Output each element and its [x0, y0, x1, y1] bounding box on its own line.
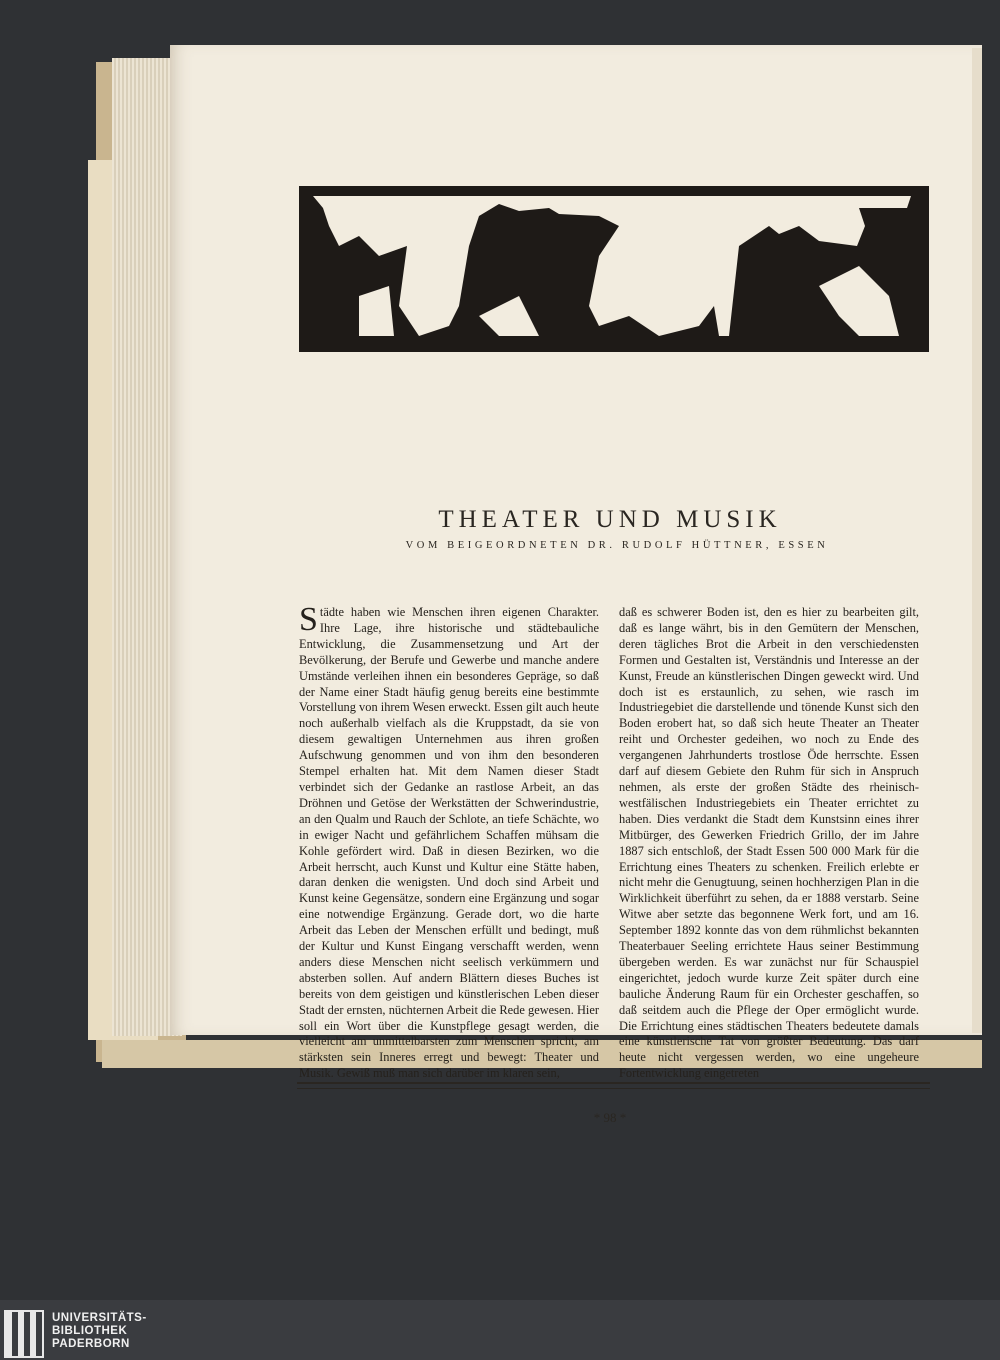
orchestra-silhouette-illustration: [299, 186, 929, 352]
page-edge: [972, 48, 982, 1033]
logo-stripe: [24, 1312, 30, 1356]
page-number: * 98 *: [593, 1110, 627, 1125]
article-byline: VOM BEIGEORDNETEN DR. RUDOLF HÜTTNER, ESSEN: [405, 540, 829, 551]
article-title: THEATER UND MUSIK: [438, 506, 782, 533]
footer-rule-thick: [297, 1082, 930, 1084]
library-name: [52, 1312, 192, 1351]
library-name-line: PADERBORN: [52, 1338, 130, 1350]
drop-cap: S: [299, 601, 318, 638]
logo-stripe: [36, 1312, 42, 1356]
right-column-text: daß es schwerer Boden ist, den es hier zu bearbeiten gilt, daß es lange währt, bis in den Gemütern der Menschen, deren tägliches Brot die Arbeit in den verschiedensten Formen und Gestalten ist, Verständnis und Interesse an der Kunst, Freude an künstlerischen Dingen geweckt wird. Und doch ist es erstaunlich, zu sehen, wie rasch im Industriegebiet die darstellende und tönende Kunst sich den Boden erobert hat, so daß sich heute Theater an Theater reiht und Orchester gedeihen, wo noch zu Ende des vergangenen Jahrhunderts trostlose Öde herrschte. Essen darf auf diesem Gebiete den Ruhm für sich in Anspruch nehmen, als erste der großen Städte des rheinisch-westfälischen Industriegebiets ein Theater errichtet zu haben. Dies verdankt die Stadt dem Kunstsinn eines ihrer Mitbürger, des Gewerken Friedrich Grillo, der im Jahre 1887 sich entschloß, der Stadt Essen 500 000 Mark für die Errichtung eines Theaters zu schenken. Freilich erlebte er nicht mehr die Genugtuung, seinen hochherzigen Plan in die Wirklichkeit überführt zu sehen, da er 1888 verstarb. Seine Witwe aber setzte das begonnene Werk fort, und am 16. September 1892 konnte das von dem rühmlichst bekannten Theaterbauer Seeling errichtete Haus seiner Bestimmung übergeben werden. Es war zunächst nur für Schauspiel eingerichtet, jedoch wurde kurze Zeit später durch eine bauliche Änderung Raum für ein Orchester geschaffen, so daß seitdem auch die Pflege der Oper ermöglicht wurde. Die Errichtung eines städtischen Theaters bedeutete damals eine künstlerische Tat von größter Bedeutung. Das darf heute nicht vergessen werden, wo eine ungeheure Fortentwicklung eingetreten: [619, 605, 919, 1081]
library-name-line: UNIVERSITÄTS-: [52, 1312, 147, 1324]
logo-stripe: [12, 1312, 18, 1356]
text-column-left: [299, 601, 599, 1082]
text-column-right: [619, 605, 919, 1082]
footer-rule-thin: [297, 1088, 930, 1089]
library-name-line: BIBLIOTHEK: [52, 1325, 128, 1337]
orchestra-silhouette-icon: [299, 186, 929, 352]
left-column-text: tädte haben wie Menschen ihren eigenen Charakter. Ihre Lage, ihre historische und städtebauliche Entwicklung, die Zusammensetzung und Art der Bevölkerung, der Berufe und Gewerbe und manche andere Umstände verleihen ihnen ein besonderes Gepräge, so daß der Name einer Stadt häufig genug bereits eine bestimmte Vorstellung von ihrem Wesen erweckt. Essen gilt auch heute noch außerhalb vielfach als die Kruppstadt, da sie von diesem gewaltigen Unternehmen aus ihren großen Aufschwung genommen und von ihm den besonderen Stempel erhalten hat. Mit dem Namen dieser Stadt verbindet sich der Gedanke an rastlose Arbeit, an das Dröhnen und Getöse der Werkstätten der Schwerindustrie, an den Qualm und Rauch der Schlote, an tiefe Schächte, wo in ewiger Nacht und gefährlichem Schaffen mühsam die Kohle gefördert wird. Daß in diesen Bezirken, wo die Arbeit herrscht, auch Kunst und Kultur eine Stätte haben, daran denken die wenigsten. Und doch sind Arbeit und Kunst keine Gegensätze, sondern eine Ergänzung und sogar eine notwendige Ergänzung. Gerade dort, wo die harte Arbeit das Leben der Menschen erfüllt und bedingt, muß der Kultur und Kunst Eingang verschafft werden, wenn anders diese Menschen nicht seelisch verkümmern und absterben sollen. Auf andern Blättern dieses Buches ist bereits von dem geistigen und künstlerischen Leben dieser Stadt der ernsten, nüchternen Arbeit die Rede gewesen. Hier soll ein Wort über die Kunstpflege gesagt werden, die vielleicht am unmittelbarsten zum Menschen spricht, am stärksten sein Inneres erregt und bewegt: Theater und Musik. Gewiß muß man sich darüber im klaren sein,: [299, 605, 599, 1081]
